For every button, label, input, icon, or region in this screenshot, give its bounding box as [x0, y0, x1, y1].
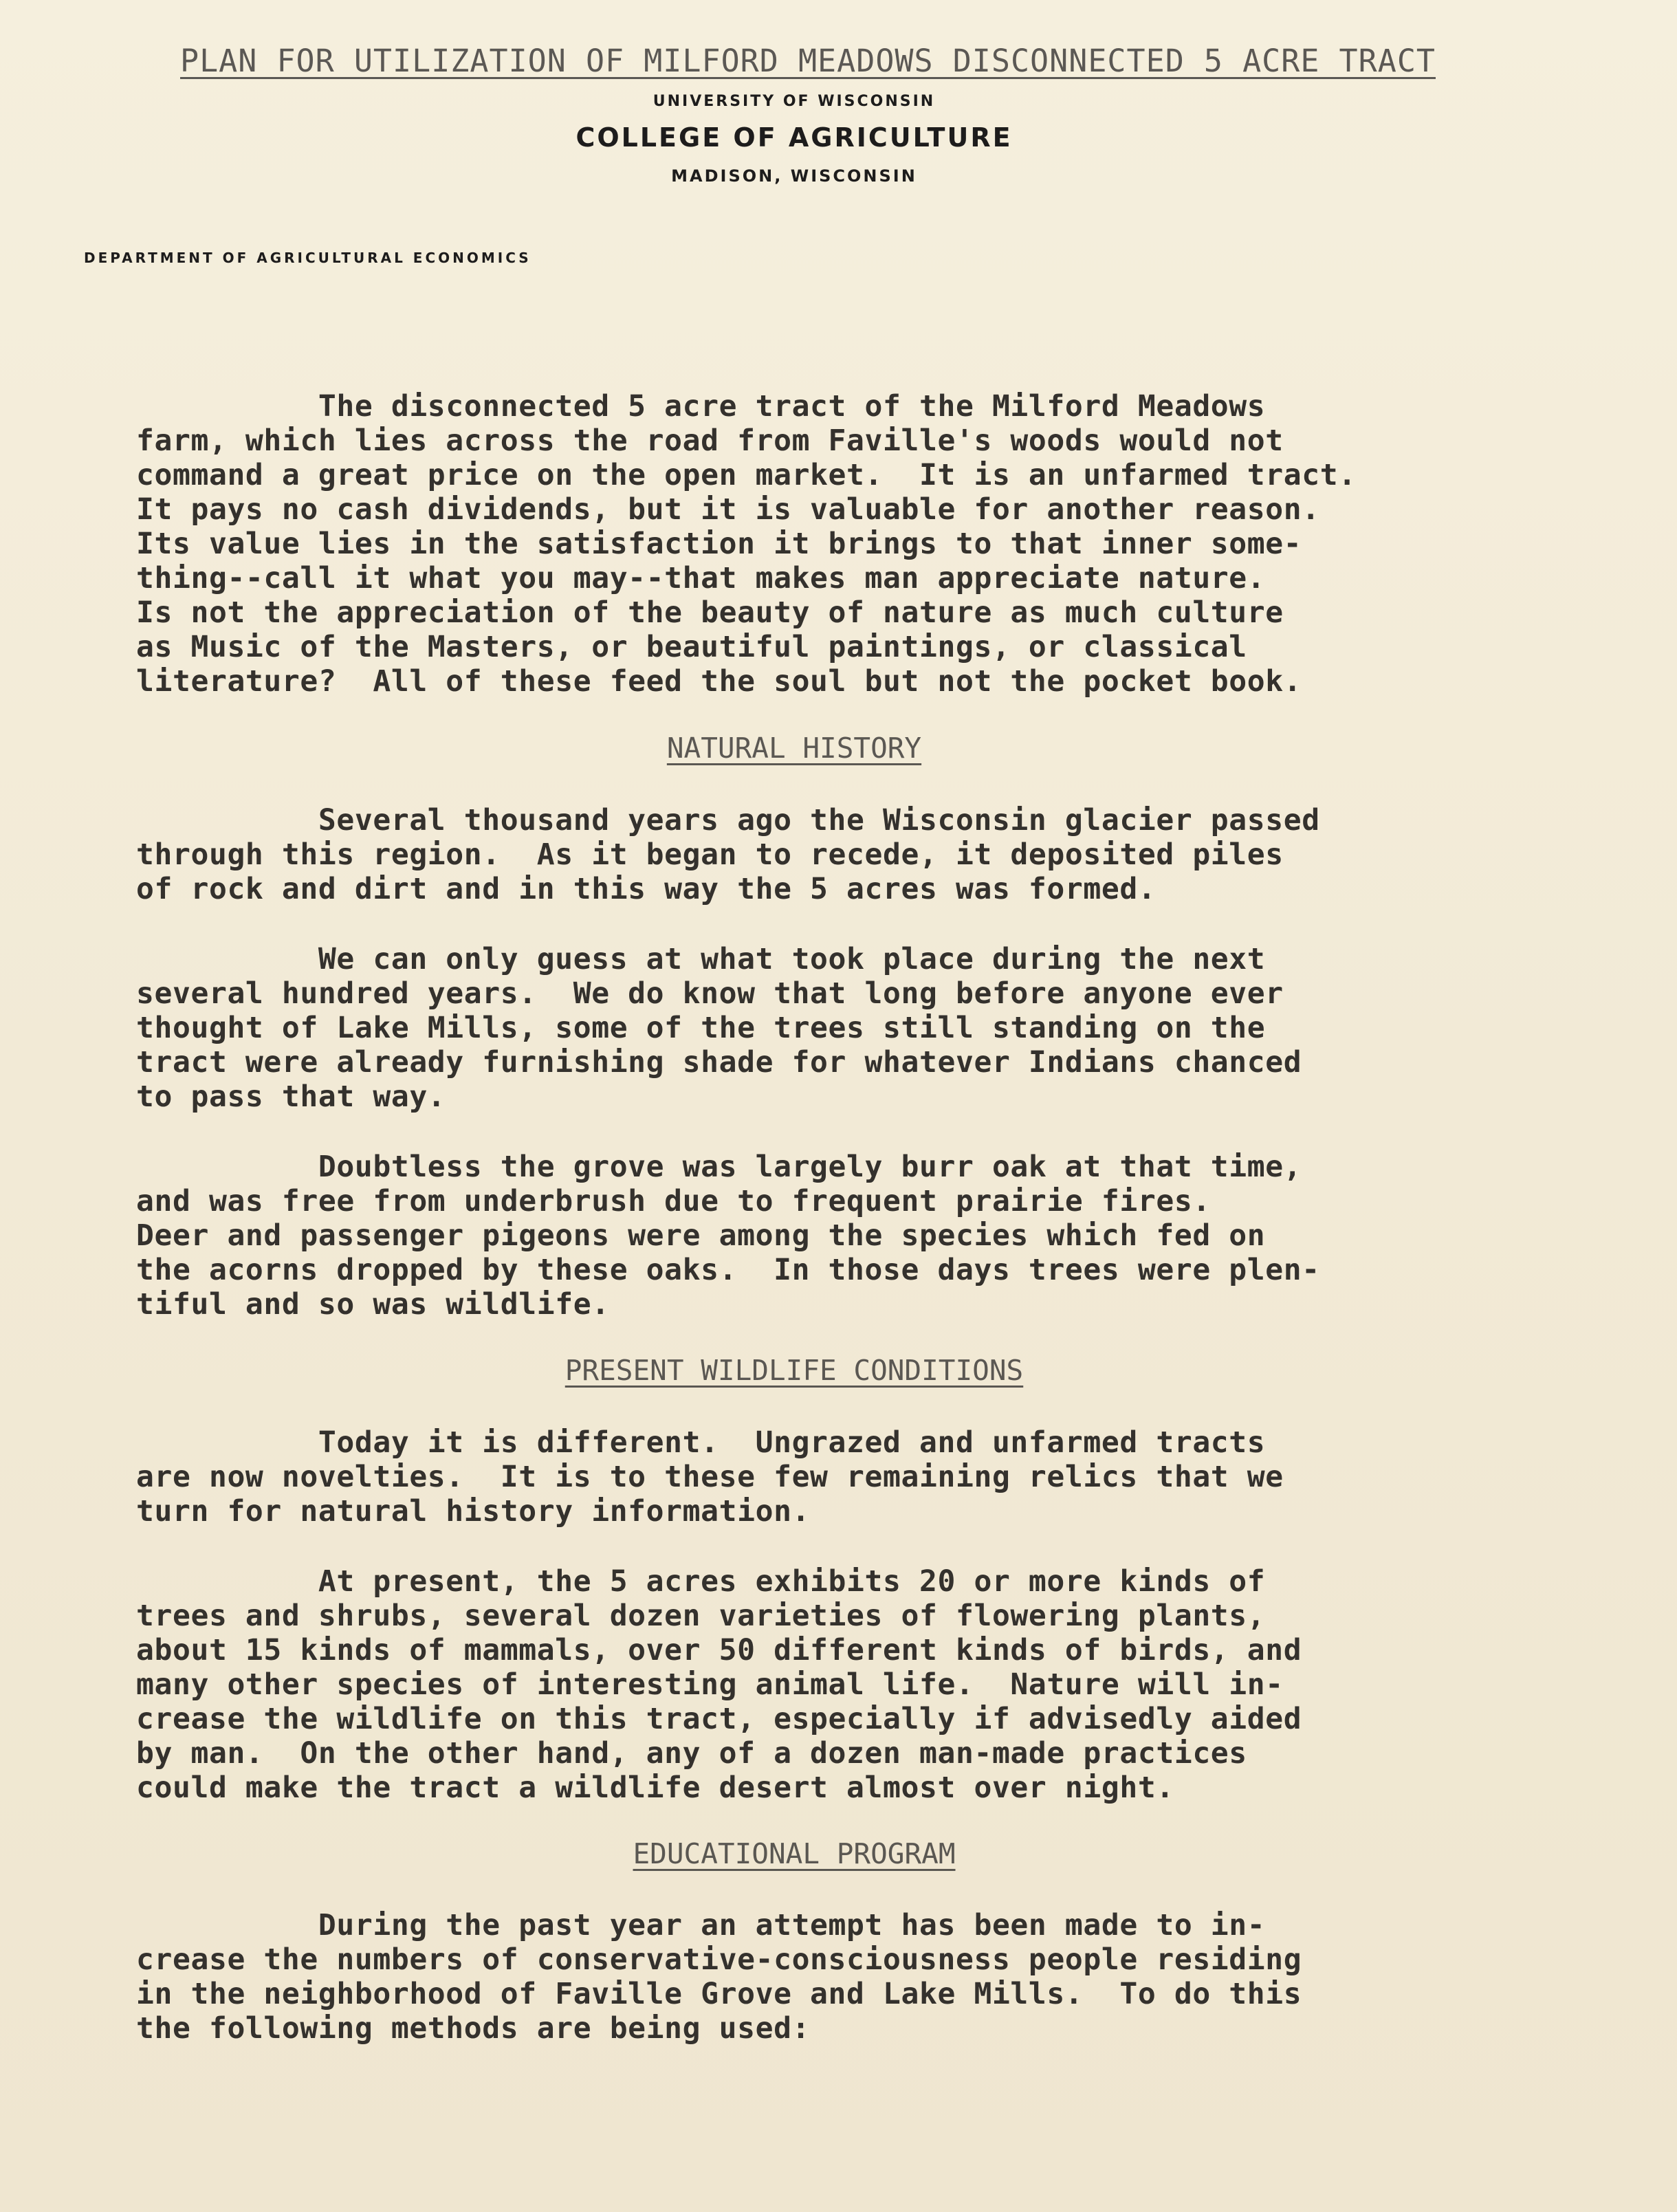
wildlife-paragraph-1: Today it is different. Ungrazed and unfarmed tracts are now novelties. It is to these few remaining relics that we turn for natural history information.	[136, 1425, 1284, 1529]
letterhead-university: UNIVERSITY OF WISCONSIN	[653, 93, 936, 110]
letterhead-city: MADISON, WISCONSIN	[671, 166, 917, 186]
heading-wildlife-conditions: PRESENT WILDLIFE CONDITIONS	[565, 1354, 1024, 1387]
letterhead-department: DEPARTMENT OF AGRICULTURAL ECONOMICS	[84, 250, 531, 266]
education-paragraph-1: During the past year an attempt has been made to in- crease the numbers of conservative-consciousness people residing in the neighborhood of Faville Grove and Lake Mills. To do this the following methods are being used:	[136, 1908, 1302, 2046]
natural-history-paragraph-1: Several thousand years ago the Wisconsin glacier passed through this region. As it began to recede, it deposited piles of rock and dirt and in this way the 5 acres was formed.	[136, 803, 1320, 906]
intro-paragraph: The disconnected 5 acre tract of the Milford Meadows farm, which lies across the road from Faville's woods would not command a great price on the open market. It is an unfarmed tract. It pays no cash dividends, but it is valuable for another reason. Its value lies in the satisfaction it brings to that inner some- thing--call it what you may--that makes man appreciate nature. Is not the appreciation of the beauty of nature as much culture as Music of the Masters, or beautiful paintings, or classical literature? All of these feed the soul but not the pocket book.	[136, 389, 1357, 699]
natural-history-paragraph-3: Doubtless the grove was largely burr oak at that time, and was free from underbrush due to frequent prairie fires. Deer and passenger pigeons were among the species which fed on the acorns dropped by these oaks. In those days trees were plen- tiful and so was wildlife.	[136, 1150, 1320, 1322]
document-title: PLAN FOR UTILIZATION OF MILFORD MEADOWS DISCONNECTED 5 ACRE TRACT	[180, 43, 1436, 79]
heading-natural-history: NATURAL HISTORY	[666, 732, 922, 765]
wildlife-paragraph-2: At present, the 5 acres exhibits 20 or more kinds of trees and shrubs, several dozen varieties of flowering plants, about 15 kinds of mammals, over 50 different kinds of birds, and many other species of interesting animal life. Nature will in- crease the wildlife on this tract, especially if advisedly aided by man. On the other hand, any of a dozen man-made practices could make the tract a wildlife desert almost over night.	[136, 1564, 1302, 1805]
natural-history-paragraph-2: We can only guess at what took place during the next several hundred years. We do know that long before anyone ever thought of Lake Mills, some of the trees still standing on the tract were already furnishing shade for whatever Indians chanced to pass that way.	[136, 942, 1302, 1114]
letterhead-college: COLLEGE OF AGRICULTURE	[576, 122, 1013, 153]
heading-educational-program: EDUCATIONAL PROGRAM	[633, 1837, 956, 1870]
